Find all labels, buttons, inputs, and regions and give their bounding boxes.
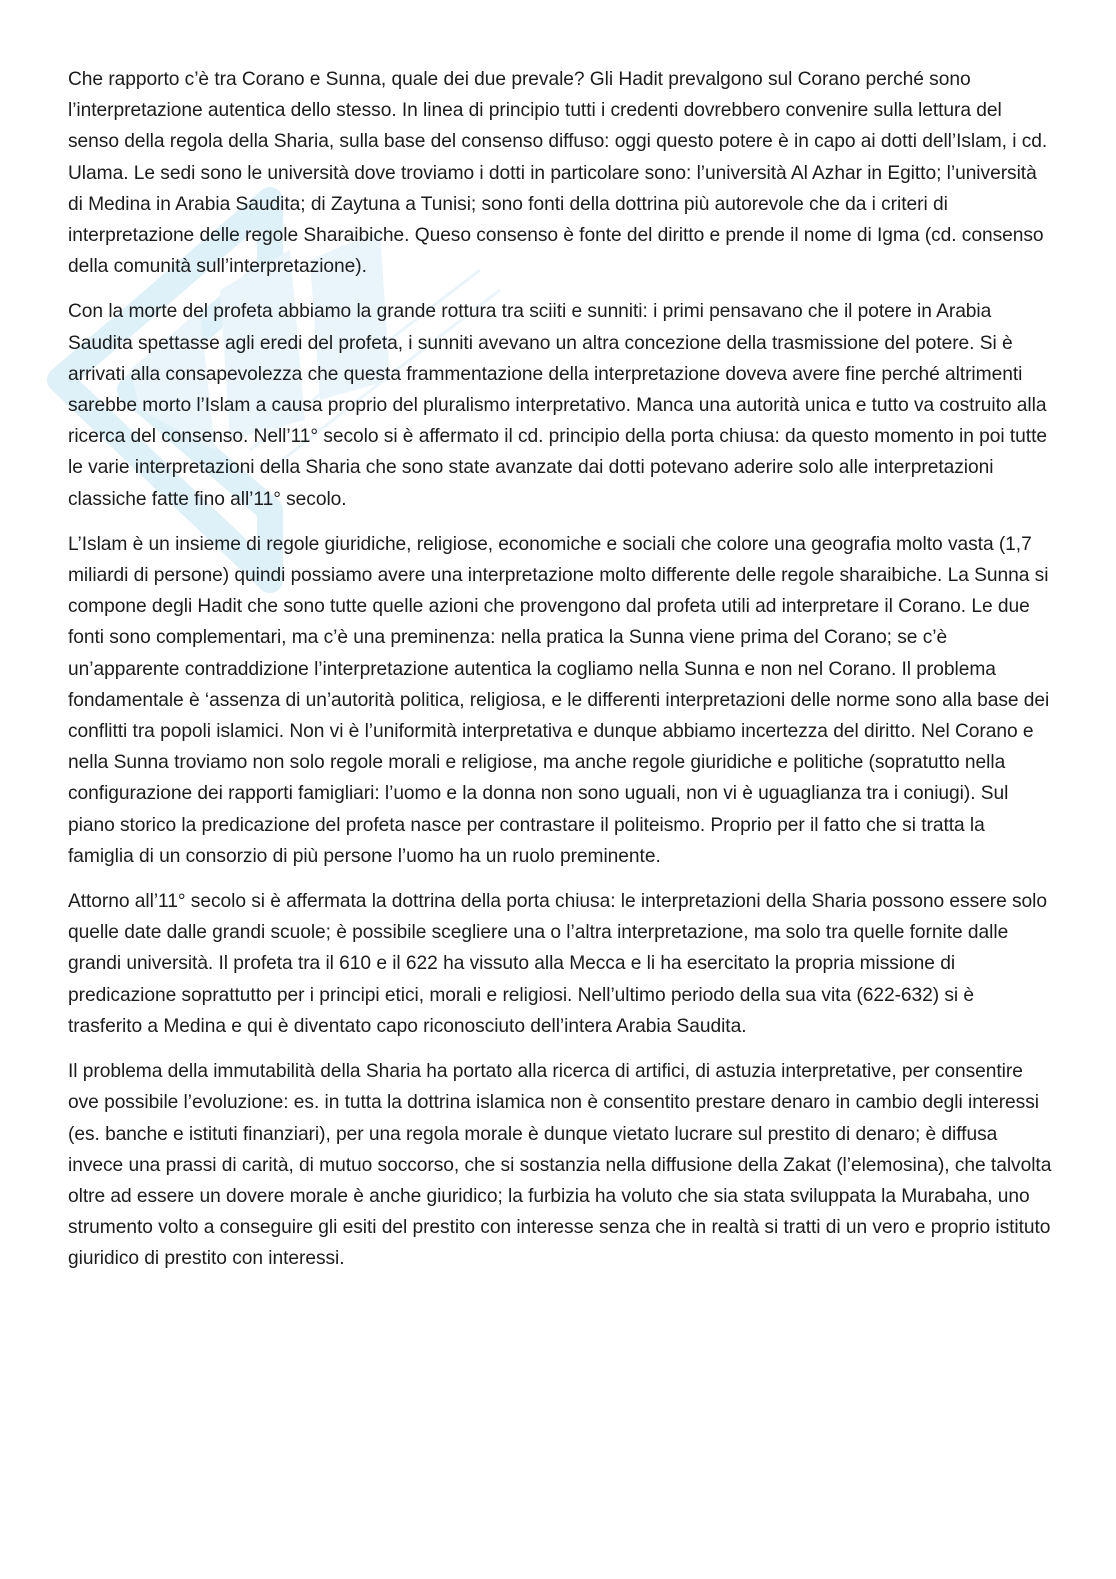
paragraph-5: Il problema della immutabilità della Sharia ha portato alla ricerca di artifici, di astuzia interpretative, per consentire ove possibile l’evoluzione: es. in tutta la dottrina islamica non è consentito prestare denaro in cambio degli interessi (es. banche e istituti finanziari), per una regola morale è dunque vietato lucrare sul prestito di denaro; è diffusa invece una prassi di carità, di mutuo soccorso, che si sostanzia nella diffusione della Zakat (l’elemosina), che talvolta oltre ad essere un dovere morale è anche giuridico; la furbizia ha voluto che sia stata sviluppata la Murabaha, uno strumento volto a conseguire gli esiti del prestito con interesse senza che in realtà si tratti di un vero e proprio istituto giuridico di prestito con interessi. (68, 1061, 1052, 1270)
paragraph-4: Attorno all’11° secolo si è affermata la dottrina della porta chiusa: le interpretazioni della Sharia possono essere solo quelle date dalle grandi scuole; è possibile scegliere una o l’altra interpretazione, ma solo tra quelle fornite dalle grandi università. Il profeta tra il 610 e il 622 ha vissuto alla Mecca e li ha esercitato la propria missione di predicazione soprattutto per i principi etici, morali e religiosi. Nell’ultimo periodo della sua vita (622-632) si è trasferito a Medina e qui è diventato capo riconosciuto dell’intera Arabia Saudita. (68, 891, 1047, 1037)
paragraph-3: L’Islam è un insieme di regole giuridiche, religiose, economiche e sociali che colore una geografia molto vasta (1,7 miliardi di persone) quindi possiamo avere una interpretazione molto differente delle regole sharaibiche. La Sunna si compone degli Hadit che sono tutte quelle azioni che provengono dal profeta utili ad interpretare il Corano. Le due fonti sono complementari, ma c’è una preminenza: nella pratica la Sunna viene prima del Corano; se c’è un’apparente contraddizione l’interpretazione autentica la cogliamo nella Sunna e non nel Corano. Il problema fondamentale è ‘assenza di un’autorità politica, religiosa, e le differenti interpretazioni delle norme sono alla base dei conflitti tra popoli islamici. Non vi è l’uniformità interpretativa e dunque abbiamo incertezza del diritto. Nel Corano e nella Sunna troviamo non solo regole morali e religiose, ma anche regole giuridiche e politiche (sopratutto nella configurazione dei rapporti famigliari: l’uomo e la donna non sono uguali, non vi è uguaglianza tra i coniugi). Sul piano storico la predicazione del profeta nasce per contrastare il politeismo. Proprio per il fatto che si tratta la famiglia di un consorzio di più persone l’uomo ha un ruolo preminente. (68, 533, 1050, 867)
paragraph-1: Che rapporto c’è tra Corano e Sunna, quale dei due prevale? Gli Hadit prevalgono sul Corano perché sono l’interpretazione autentica dello stesso. In linea di principio tutti i credenti dovrebbero convenire sulla lettura del senso della regola della Sharia, sulla base del consenso diffuso: oggi questo potere è in capo ai dotti dell’Islam, i cd. Ulama. Le sedi sono le università dove troviamo i dotti in particolare sono: l’università Al Azhar in Egitto; l’università di Medina in Arabia Saudita; di Zaytuna a Tunisi; sono fonti della dottrina più autorevole che da i criteri di interpretazione delle regole Sharaibiche. Queso consenso è fonte del diritto e prende il nome di Igma (cd. consenso della comunità sull’interpretazione). (68, 69, 1048, 278)
document-body (68, 64, 1053, 1289)
paragraph-2: Con la morte del profeta abbiamo la grande rottura tra sciiti e sunniti: i primi pensavano che il potere in Arabia Saudita spettasse agli eredi del profeta, i sunniti avevano un altra concezione della trasmissione del potere. Si è arrivati alla consapevolezza che questa frammentazione della interpretazione doveva avere fine perché altrimenti sarebbe morto l’Islam a causa proprio del pluralismo interpretativo. Manca una autorità unica e tutto va costruito alla ricerca del consenso. Nell’11° secolo si è affermato il cd. principio della porta chiusa: da questo momento in poi tutte le varie interpretazioni della Sharia che sono state avanzate dai dotti potevano aderire solo alle interpretazioni classiche fatte fino all’11° secolo. (68, 301, 1047, 510)
